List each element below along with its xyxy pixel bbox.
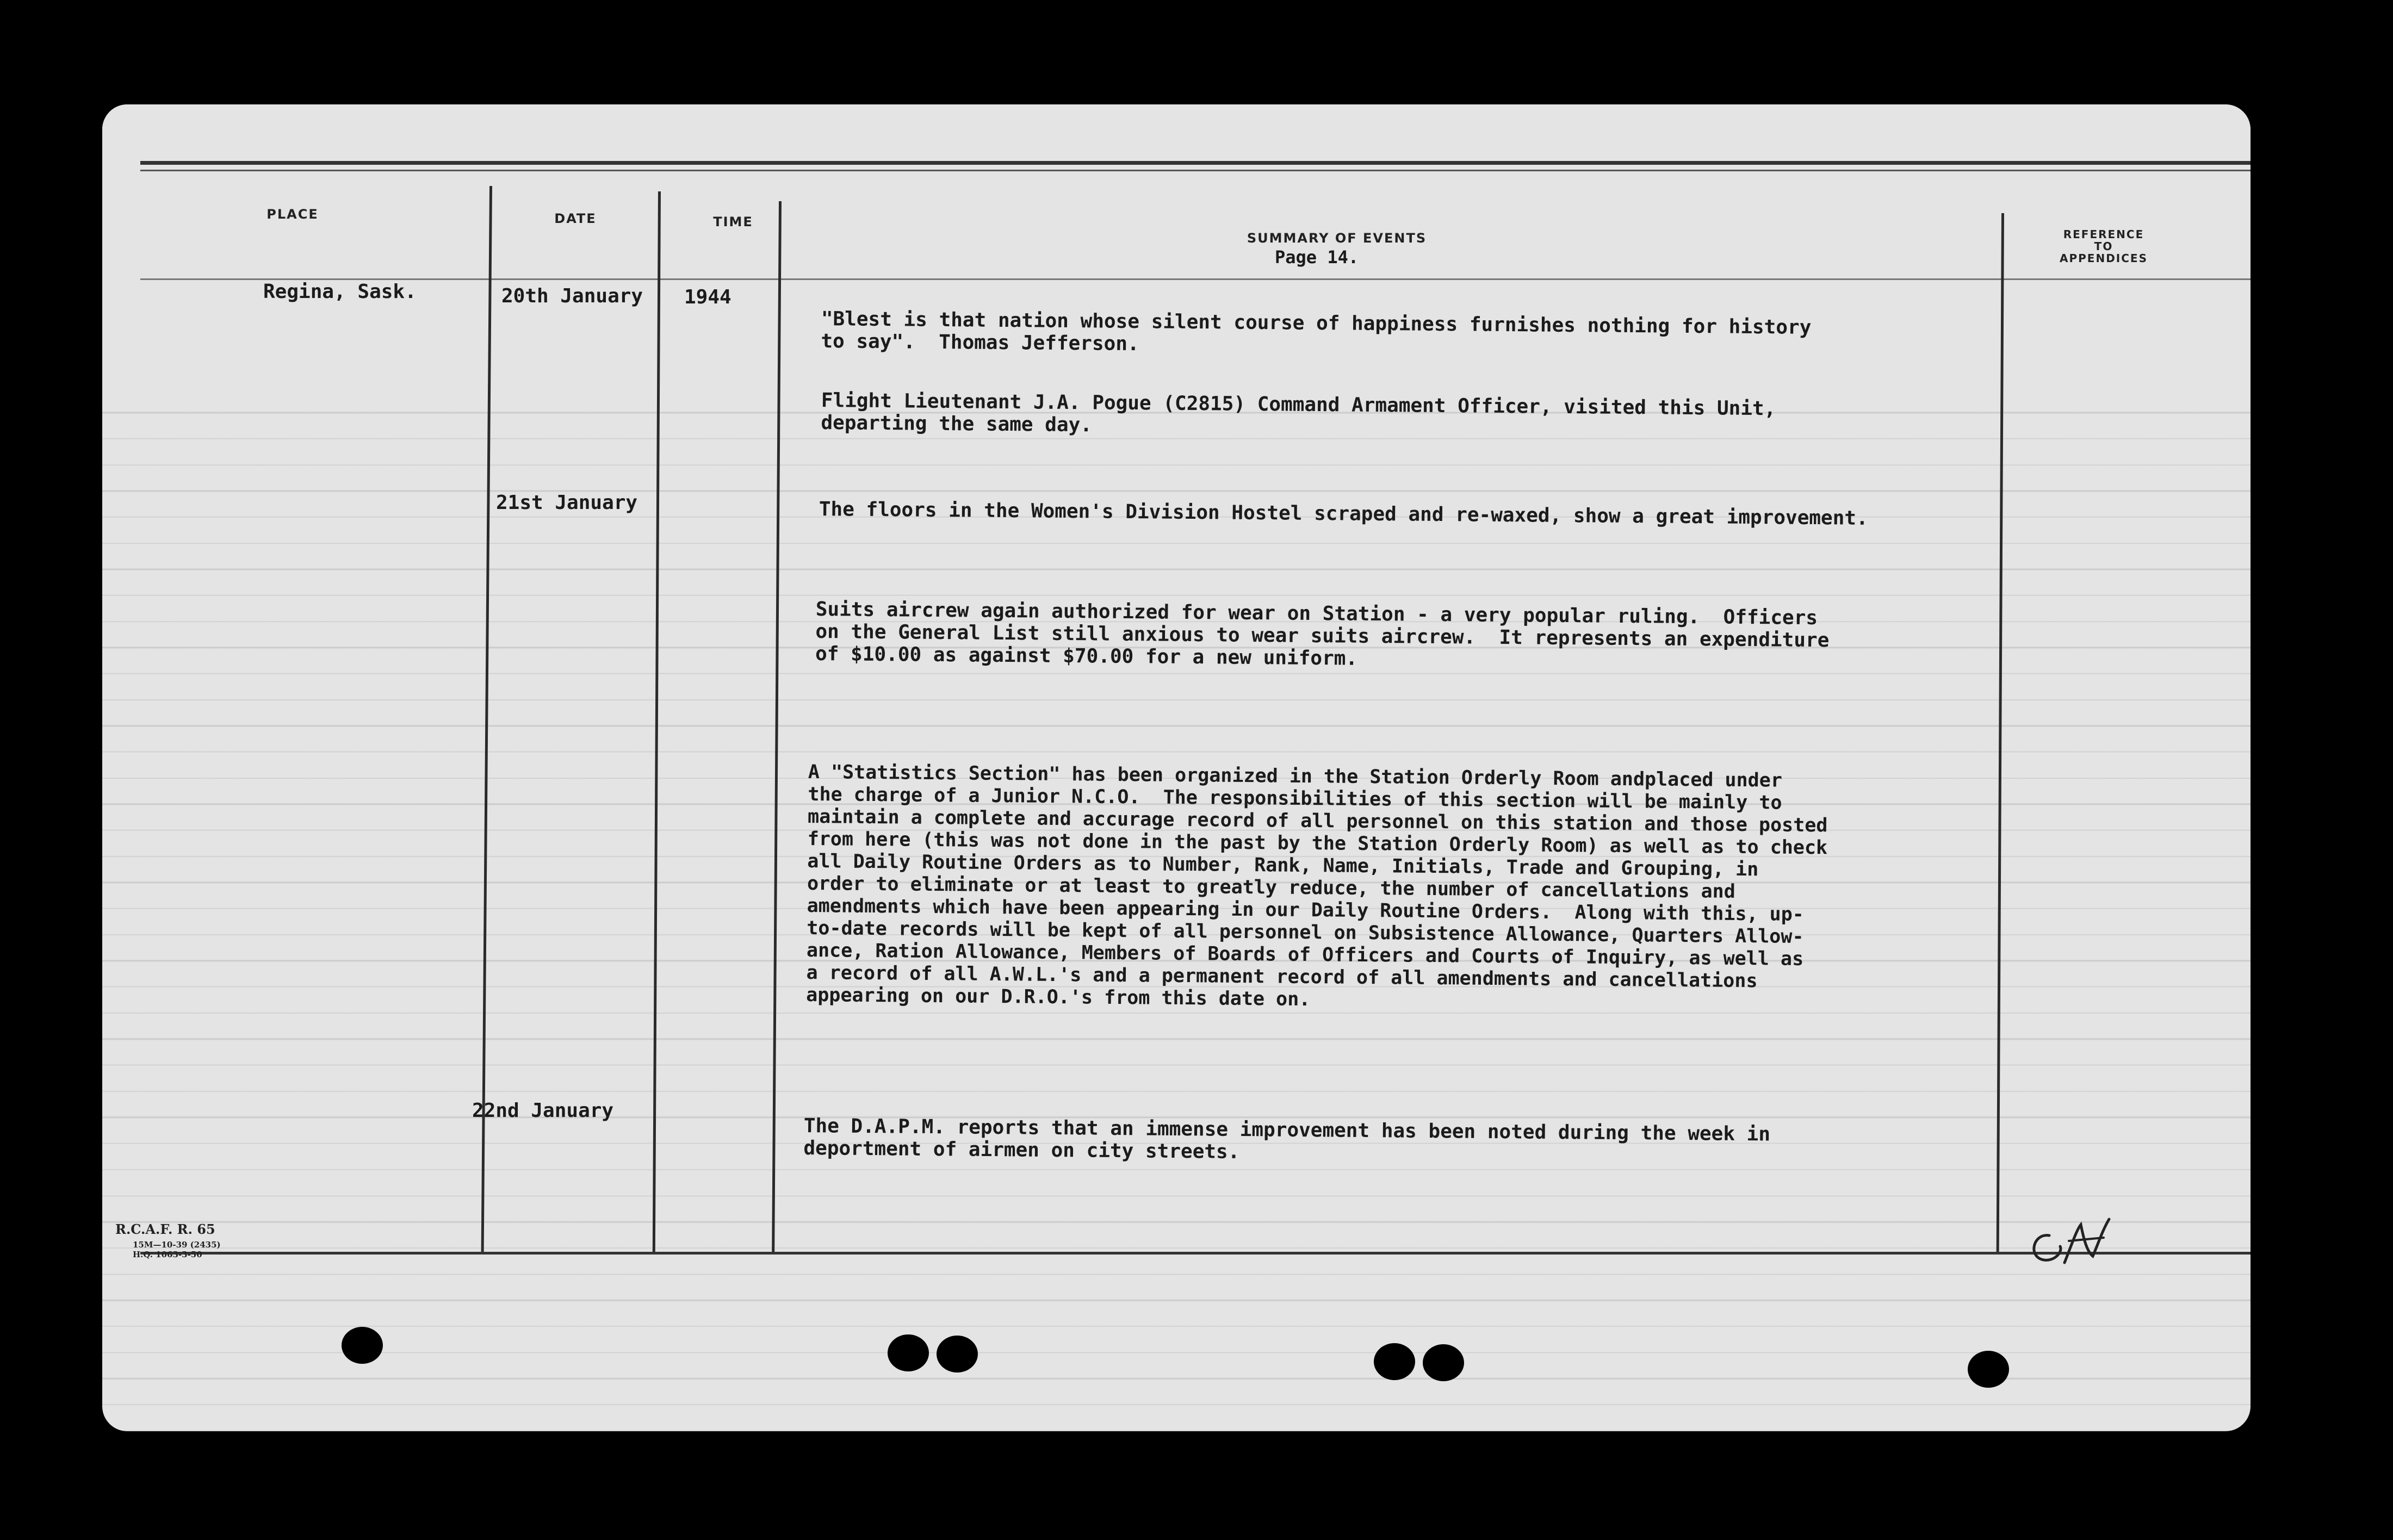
punch-hole (1968, 1351, 2009, 1388)
page-number: Page 14. (1275, 247, 1359, 268)
summary-entry-quote: "Blest is that nation whose silent course of happiness furnishes nothing for history to say". Thomas Jefferson. (821, 308, 1812, 356)
time-entry: 1944 (684, 286, 731, 308)
punch-hole (888, 1334, 929, 1371)
bottom-rule (140, 1252, 2251, 1255)
punch-hole (1423, 1344, 1464, 1381)
summary-entry-floors: The floors in the Women's Division Hostel scraped and re-waxed, show a great improvement. (819, 498, 1868, 530)
punch-hole (937, 1336, 978, 1373)
form-print-code: 15M—10-39 (2435) H.Q. 1063-3-50 (133, 1240, 221, 1259)
date-entry-20th: 20th January (501, 285, 643, 307)
header-date: DATE (554, 211, 597, 226)
top-rule (140, 161, 2251, 165)
header-place: PLACE (266, 207, 319, 222)
punch-hole (1374, 1343, 1415, 1380)
form-number: R.C.A.F. R. 65 (115, 1221, 215, 1237)
summary-entry-statistics-section: A "Statistics Section" has been organized in the Station Orderly Room andplaced under the charge of a Junior N.C.O. The responsibilities of this section will be mainly to maintain a complete and accurage record of all personnel on this station and those posted from here (this was not done in the past by the Station Orderly Room) as well as to check all Daily Routine Orders as to Number, Rank, Name, Initials, Trade and Grouping, in order to eliminate or at least to greatly reduce, the number of cancellations and amendments which have been appearing in our Daily Routine Orders. Along with this, up- to-date records will be kept of all personnel on Subsistence Allowance, Quarters Allow- ance, Ration Allowance, Members of Boards of Officers and Courts of Inquiry, as well as a record of all A.W.L.'s and a permanent record of all amendments and cancellations appearing on our D.R.O.'s from this date on. (806, 761, 1828, 1011)
header-summary: SUMMARY OF EVENTS (1247, 231, 1427, 246)
date-entry-21st: 21st January (496, 492, 638, 514)
date-entry-22nd: 22nd January (472, 1100, 614, 1122)
header-underline (140, 278, 2251, 280)
record-card (102, 104, 2251, 1431)
summary-entry-visit: Flight Lieutenant J.A. Pogue (C2815) Command Armament Officer, visited this Unit, departing the same day. (821, 389, 1776, 437)
place-entry: Regina, Sask. (263, 281, 417, 303)
top-rule-thin (140, 170, 2251, 171)
header-reference: REFERENCE TO APPENDICES (2060, 228, 2148, 265)
punch-hole (342, 1327, 383, 1364)
summary-entry-aircrew-suits: Suits aircrew again authorized for wear on Station - a very popular ruling. Officers on the General List still anxious to wear suits aircrew. It represents an expenditure of $10.00 as against $70.00 for a new uniform. (815, 598, 1830, 670)
header-time: TIME (713, 214, 753, 229)
summary-entry-dapm-report: The D.A.P.M. reports that an immense improvement has been noted during the week in deportment of airmen on city streets. (803, 1115, 1771, 1163)
handwritten-initials (2017, 1214, 2125, 1274)
